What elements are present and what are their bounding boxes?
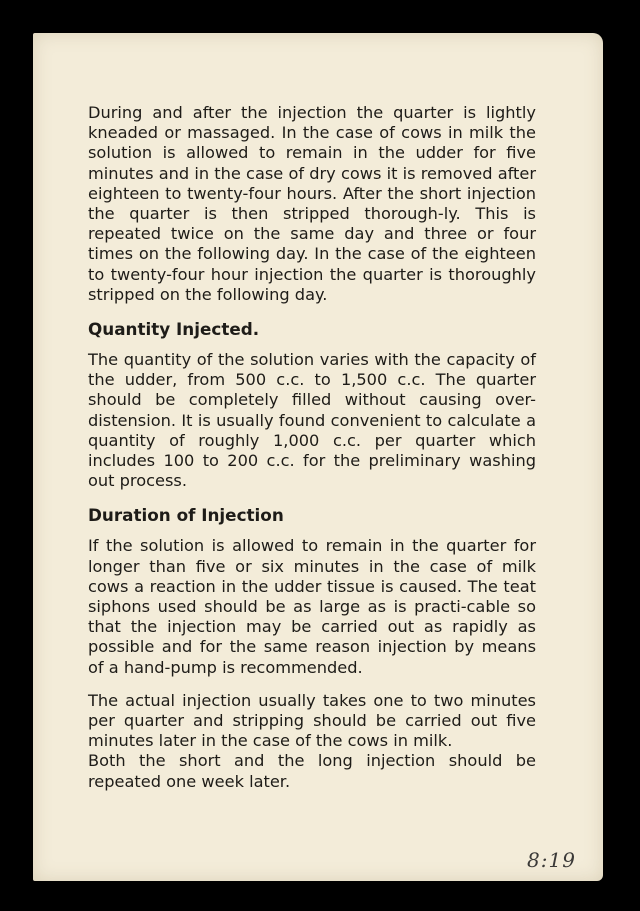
- duration-heading: Duration of Injection: [88, 505, 284, 526]
- duration-paragraph-2: The actual injection usually takes one to two minutes per quarter and stripping should be carried out five minutes later in the case of the cows in milk.: [88, 690, 536, 751]
- quantity-heading: Quantity Injected.: [88, 319, 260, 340]
- handwritten-mark: 8:19: [527, 848, 576, 872]
- intro-paragraph: During and after the injection the quarter is lightly kneaded or massaged. In the case of cows in milk the solution is allowed to remain in the udder for five minutes and in the case of dry cows it is removed after eighteen to twenty-four hours. After the short injection the quarter is then stripped thorough-ly. This is repeated twice on the same day and three or four times on the following day. In the case of the eighteen to twenty-four hour injection the quarter is thoroughly stripped on the following day.: [88, 103, 536, 304]
- document-page: [33, 33, 603, 881]
- page-content: [88, 103, 536, 805]
- duration-paragraph-3: Both the short and the long injection should be repeated one week later.: [88, 751, 536, 791]
- duration-paragraph-1: If the solution is allowed to remain in the quarter for longer than five or six minutes in the case of milk cows a reaction in the udder tissue is caused. The teat siphons used should be as large as is practi-cable so that the injection may be carried out as rapidly as possible and for the same reason injection by means of a hand-pump is recommended.: [88, 536, 536, 677]
- quantity-paragraph: The quantity of the solution varies with the capacity of the udder, from 500 c.c. to 1,500 c.c. The quarter should be completely filled without causing over-distension. It is usually found convenient to calculate a quantity of roughly 1,000 c.c. per quarter which includes 100 to 200 c.c. for the preliminary washing out process.: [88, 350, 536, 491]
